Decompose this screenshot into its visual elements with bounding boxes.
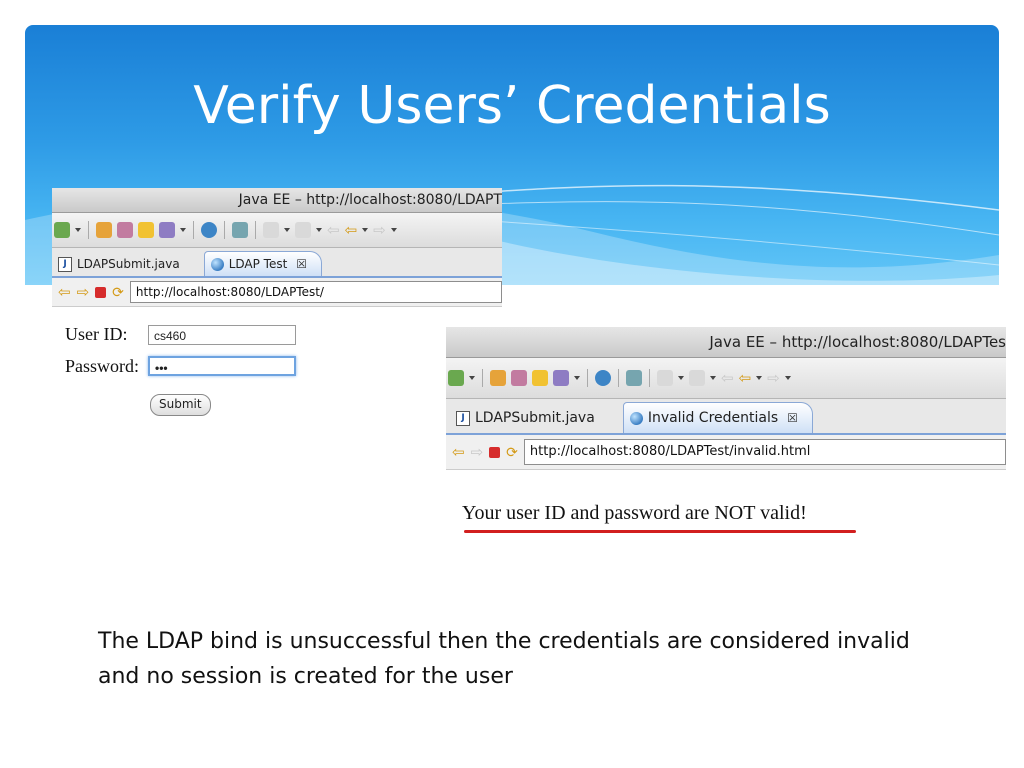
dropdown-arrow-icon[interactable] xyxy=(469,376,475,380)
tab-label: LDAPSubmit.java xyxy=(77,257,180,271)
globe-icon xyxy=(630,412,643,425)
java-file-icon: J xyxy=(58,257,72,272)
last-edit-icon[interactable]: ⇦ xyxy=(721,370,734,387)
submit-button[interactable]: Submit xyxy=(150,394,211,416)
forward-icon[interactable]: ⇨ xyxy=(470,444,484,461)
editor-tab-bar xyxy=(52,248,502,278)
dropdown-arrow-icon[interactable] xyxy=(75,228,81,232)
close-icon[interactable]: ☒ xyxy=(787,411,798,425)
forward-icon[interactable]: ⇨ xyxy=(373,222,386,239)
dropdown-arrow-icon[interactable] xyxy=(362,228,368,232)
toolbar-separator xyxy=(193,221,194,239)
tab-ldapsubmit-java[interactable] xyxy=(52,252,194,276)
tab-ldap-test[interactable] xyxy=(204,251,322,276)
ide-toolbar xyxy=(52,213,502,248)
refresh-icon[interactable]: ⟳ xyxy=(112,283,124,300)
open-project-icon[interactable] xyxy=(96,222,112,238)
dropdown-arrow-icon[interactable] xyxy=(180,228,186,232)
toolbar-separator xyxy=(649,369,650,387)
tab-label: Invalid Credentials xyxy=(647,410,779,426)
user-id-input[interactable]: cs460 xyxy=(148,325,296,345)
run-icon[interactable] xyxy=(448,370,464,386)
window-title-bar xyxy=(446,327,1006,358)
toolbar-separator xyxy=(618,369,619,387)
folder-icon[interactable] xyxy=(138,222,154,238)
window-title: Java EE – http://localhost:8080/LDAPTes xyxy=(709,333,1006,351)
dropdown-arrow-icon[interactable] xyxy=(756,376,762,380)
stop-icon[interactable] xyxy=(489,447,500,458)
invalid-credentials-message: Your user ID and password are NOT valid! xyxy=(462,502,807,524)
prev-annotation-icon[interactable] xyxy=(689,370,705,386)
window-title: Java EE – http://localhost:8080/LDAPT xyxy=(238,192,502,208)
slide-caption: The LDAP bind is unsuccessful then the credentials are considered invalid and no session is created for the user xyxy=(98,629,910,689)
wand-icon[interactable] xyxy=(553,370,569,386)
invalid-page-content xyxy=(446,470,1006,579)
back-icon[interactable]: ⇦ xyxy=(738,370,752,387)
back-icon[interactable]: ⇦ xyxy=(452,444,465,461)
stop-icon[interactable] xyxy=(95,287,106,298)
back-icon[interactable]: ⇦ xyxy=(344,222,358,239)
dropdown-arrow-icon[interactable] xyxy=(678,376,684,380)
invalid-browser-screenshot xyxy=(446,327,1006,579)
toolbar-separator xyxy=(255,221,256,239)
dropdown-arrow-icon[interactable] xyxy=(284,228,290,232)
next-annotation-icon[interactable] xyxy=(657,370,673,386)
forward-icon[interactable]: ⇨ xyxy=(767,370,780,387)
search-icon[interactable] xyxy=(232,222,248,238)
editor-tab-bar xyxy=(446,399,1006,435)
run-icon[interactable] xyxy=(54,222,70,238)
java-file-icon: J xyxy=(456,411,470,426)
window-title-bar xyxy=(52,188,502,213)
next-annotation-icon[interactable] xyxy=(263,222,279,238)
prev-annotation-icon[interactable] xyxy=(295,222,311,238)
back-icon[interactable]: ⇦ xyxy=(58,284,71,301)
ide-toolbar xyxy=(446,358,1006,399)
dropdown-arrow-icon[interactable] xyxy=(316,228,322,232)
red-underline xyxy=(464,530,856,533)
slide-title: Verify Users’ Credentials xyxy=(193,76,831,136)
browser-nav-bar xyxy=(446,435,1006,470)
url-field[interactable]: http://localhost:8080/LDAPTest/ xyxy=(130,281,502,303)
tab-invalid-credentials[interactable] xyxy=(623,402,813,433)
search-icon[interactable] xyxy=(626,370,642,386)
password-label: Password: xyxy=(65,356,140,376)
last-edit-icon[interactable]: ⇦ xyxy=(327,222,340,239)
password-input[interactable]: ••• xyxy=(148,356,296,376)
folder-icon[interactable] xyxy=(532,370,548,386)
tab-label: LDAPSubmit.java xyxy=(475,410,595,426)
dropdown-arrow-icon[interactable] xyxy=(785,376,791,380)
tab-label: LDAP Test xyxy=(228,257,288,271)
open-type-icon[interactable] xyxy=(117,222,133,238)
dropdown-arrow-icon[interactable] xyxy=(710,376,716,380)
login-form xyxy=(52,307,502,427)
url-field[interactable]: http://localhost:8080/LDAPTest/invalid.html xyxy=(524,439,1006,465)
dropdown-arrow-icon[interactable] xyxy=(391,228,397,232)
close-icon[interactable]: ☒ xyxy=(296,257,308,271)
open-type-icon[interactable] xyxy=(511,370,527,386)
tab-ldapsubmit-java[interactable] xyxy=(450,403,609,433)
login-browser-screenshot xyxy=(52,188,502,438)
dropdown-arrow-icon[interactable] xyxy=(574,376,580,380)
globe-icon xyxy=(211,258,224,271)
user-id-label: User ID: xyxy=(65,324,128,344)
toolbar-separator xyxy=(224,221,225,239)
refresh-icon[interactable]: ⟳ xyxy=(506,443,518,460)
open-project-icon[interactable] xyxy=(490,370,506,386)
browser-nav-bar xyxy=(52,278,502,307)
toolbar-separator xyxy=(482,369,483,387)
toolbar-separator xyxy=(88,221,89,239)
globe-icon[interactable] xyxy=(595,370,611,386)
forward-icon[interactable]: ⇨ xyxy=(76,284,90,301)
wand-icon[interactable] xyxy=(159,222,175,238)
globe-icon[interactable] xyxy=(201,222,217,238)
toolbar-separator xyxy=(587,369,588,387)
